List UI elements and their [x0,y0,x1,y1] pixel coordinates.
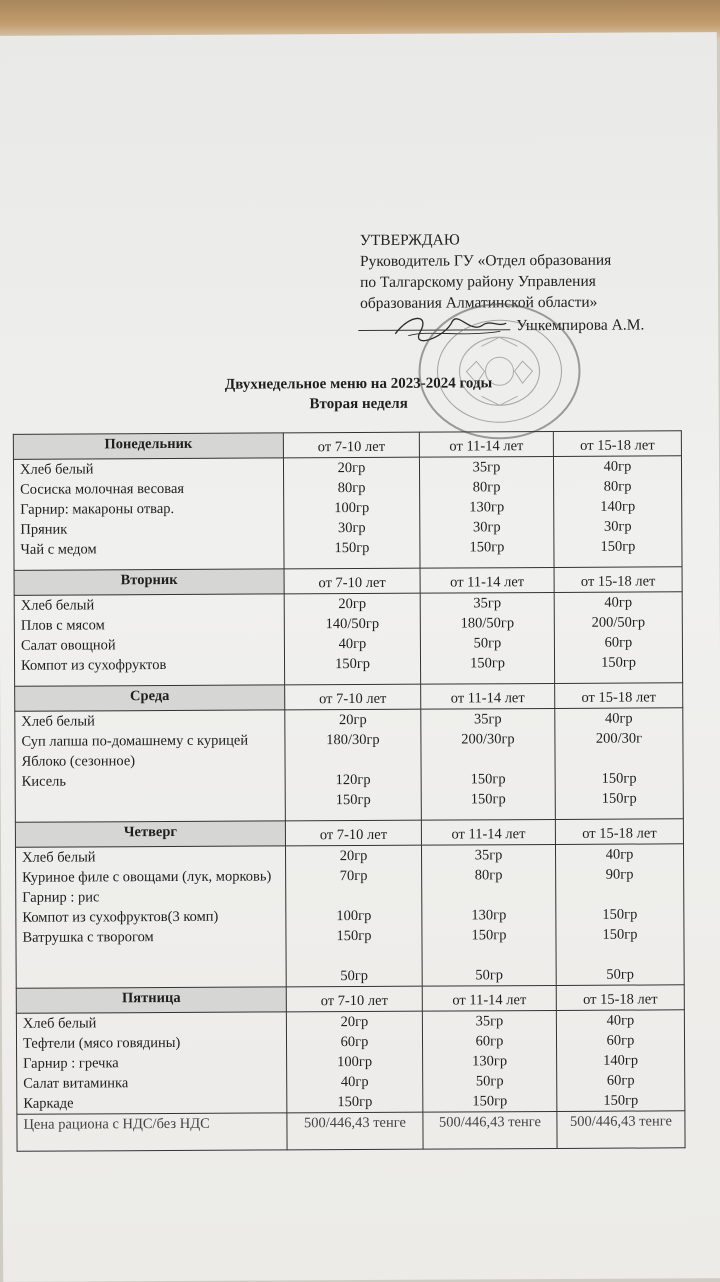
dish-name: Хлеб белый [19,461,94,478]
portion-value: 200/30гр [461,731,515,748]
day-name: Четверг [15,821,285,847]
menu-table [13,430,686,1151]
portion-value: 180/30гр [326,731,380,749]
dish-list [13,458,284,570]
age-group-header: от 11-14 лет [420,567,554,593]
portion-value: 100гр [334,499,370,517]
portion-value: 150гр [470,655,506,672]
age-group-header: от 11-14 лет [421,683,555,709]
portion-value: 20гр [338,711,367,729]
portion-value: 140гр [600,498,636,515]
portion-value: 50гр [340,967,369,985]
price-value: 500/446,43 тенге [557,1111,685,1149]
portion-value: 20гр [340,1013,369,1031]
day-menu-row [15,844,684,988]
portion-value: 150гр [601,654,637,671]
portion-value: 40гр [606,1012,635,1029]
dish-name: Суп лапша по-домашнему с курицей [21,732,249,750]
price-row [17,1111,685,1151]
portion-value: 150гр [470,791,506,808]
age-group-header: от 7-10 лет [286,986,422,1012]
price-value: 500/446,43 тенге [287,1112,423,1150]
dish-name: Хлеб белый [21,713,95,730]
portion-value: 50гр [606,966,635,983]
menu-title [149,373,569,415]
portion-value: 100гр [337,1053,373,1071]
portion-value: 60гр [604,634,633,651]
portion-value: 35гр [472,459,501,476]
portion-value: 40гр [604,710,633,727]
portion-column [553,456,682,568]
dish-name: Хлеб белый [20,597,95,614]
age-group-header: от 15-18 лет [556,985,684,1011]
day-header-row [13,431,681,459]
portion-value: 50гр [473,635,502,652]
portion-value: 150гр [470,771,506,788]
portion-value: 80гр [474,867,503,884]
portion-column [421,844,556,986]
dish-name: Яблоко (сезонное) [21,753,136,770]
portion-value: 140/50гр [325,615,380,633]
portion-value: 150гр [600,538,636,555]
menu-table-body [13,431,685,1151]
portion-column [420,592,554,684]
portion-value: 150гр [471,927,507,944]
portion-value: 60гр [606,1032,635,1049]
approval-line-1: Руководитель ГУ «Отдел образования [359,251,612,270]
day-menu-row [16,1010,685,1114]
portion-value: 150гр [472,1093,508,1110]
portion-value: 60гр [340,1033,369,1051]
dish-name: Хлеб белый [22,849,96,866]
portion-value: 130гр [472,1053,508,1070]
portion-value: 30гр [472,519,501,536]
portion-column [555,844,684,986]
portion-value: 150гр [601,790,637,807]
age-group-header: от 15-18 лет [555,819,683,845]
portion-value: 200/30г [595,730,643,747]
portion-column [421,708,556,820]
dish-name: Куриное филе с овощами (лук, морковь) [22,868,272,886]
dish-name: Каркаде [23,1095,74,1112]
day-name: Понедельник [13,433,283,459]
approval-line-3: образования Алматинской области» [360,293,598,312]
dish-name: Хлеб белый [22,1015,97,1032]
dish-name: Гарнир : рис [22,889,100,906]
age-group-header: от 7-10 лет [283,432,419,458]
portion-column [554,592,682,684]
portion-value: 35гр [474,847,503,864]
portion-value: 150гр [603,1092,639,1109]
portion-value: 150гр [335,791,371,809]
dish-name: Плов с мясом [20,617,105,634]
price-value: 500/446,43 тенге [423,1111,557,1149]
portion-column [286,1011,423,1113]
portion-value: 150гр [469,539,505,556]
portion-value: 100гр [336,907,372,925]
approval-line-2: по Талгарскому району Управления [359,272,596,291]
portion-value: 40гр [603,458,632,475]
day-header-row [15,683,683,711]
portion-value: 80гр [472,479,501,496]
day-header-row [15,819,683,847]
portion-value: 130гр [471,907,507,924]
portion-value: 150гр [335,655,371,673]
dish-name: Чай с медом [20,541,97,558]
portion-value: 20гр [338,595,367,613]
dish-name: Кисель [21,773,67,790]
portion-value: 150гр [334,539,370,557]
document-page [0,32,720,1282]
dish-name: Пряник [20,521,68,538]
portion-value: 180/50гр [460,615,515,632]
day-name: Пятница [16,987,286,1013]
day-name: Вторник [14,569,284,595]
official-stamp [416,301,583,442]
dish-name: Гарнир : гречка [23,1055,119,1072]
approval-heading: УТВЕРЖДАЮ [359,231,460,249]
portion-value: 20гр [339,847,368,865]
day-name: Среда [15,685,285,711]
portion-value: 130гр [469,499,505,516]
day-header-row [14,567,682,595]
menu-title-line-2: Вторая неделя [309,395,408,413]
dish-list [15,846,286,988]
portion-value: 150гр [337,1093,373,1111]
dish-list [16,1012,287,1114]
portion-value: 35гр [475,1013,504,1030]
portion-value: 150гр [601,770,637,787]
portion-value: 80гр [337,479,366,497]
age-group-header: от 11-14 лет [419,431,553,457]
age-group-header: от 7-10 лет [284,568,420,594]
portion-value: 60гр [606,1072,635,1089]
portion-value: 40гр [340,1073,369,1091]
portion-value: 40гр [604,594,633,611]
age-group-header: от 7-10 лет [285,820,421,846]
menu-title-line-1: Двухнедельное меню на 2023-2024 годы [224,375,493,393]
day-menu-row [14,592,682,686]
portion-value: 40гр [605,846,634,863]
portion-column [555,708,684,820]
portion-value: 120гр [335,771,371,789]
portion-value: 35гр [473,595,502,612]
age-group-header: от 11-14 лет [421,819,555,845]
age-group-header: от 11-14 лет [422,985,556,1011]
portion-value: 60гр [475,1033,504,1050]
signer-name: Ушкемпирова А.М. [516,316,645,335]
portion-column [284,593,420,685]
portion-value: 90гр [605,866,634,883]
portion-value: 30гр [337,519,366,537]
dish-list [14,594,284,686]
day-header-row [16,985,684,1013]
portion-column [422,1010,557,1112]
portion-value: 30гр [603,518,632,535]
portion-value: 140гр [603,1052,639,1069]
portion-value: 200/50гр [591,614,646,631]
dish-name: Салат витаминка [23,1075,129,1092]
dish-name: Тефтели (мясо говядины) [22,1034,181,1052]
portion-column [556,1010,685,1112]
portion-column [419,456,554,568]
dish-name: Сосиска молочная весовая [20,480,185,498]
dish-name: Гарнир: макароны отвар. [20,500,175,518]
age-group-header: от 15-18 лет [553,431,681,457]
portion-value: 150гр [602,906,638,923]
price-label: Цена рациона с НДС/без НДС [17,1113,287,1151]
dish-name: Ватрушка с творогом [22,929,154,946]
day-menu-row [13,456,682,570]
dish-name: Компот из сухофруктов [20,657,167,674]
day-menu-row [15,708,684,822]
age-group-header: от 7-10 лет [285,684,421,710]
portion-value: 35гр [473,711,502,728]
portion-value: 150гр [602,926,638,943]
dish-name: Компот из сухофруктов(3 комп) [22,908,219,926]
portion-value: 150гр [336,927,372,945]
portion-value: 50гр [475,1073,504,1090]
portion-value: 40гр [338,635,367,653]
portion-column [283,457,420,569]
portion-value: 20гр [337,459,366,477]
portion-value: 70гр [339,867,368,885]
portion-column [285,845,422,987]
age-group-header: от 15-18 лет [555,683,683,709]
portion-value: 80гр [603,478,632,495]
age-group-header: от 15-18 лет [554,567,682,593]
portion-column [285,709,422,821]
dish-name: Салат овощной [20,637,116,654]
portion-value: 50гр [475,967,504,984]
dish-list [15,710,286,822]
